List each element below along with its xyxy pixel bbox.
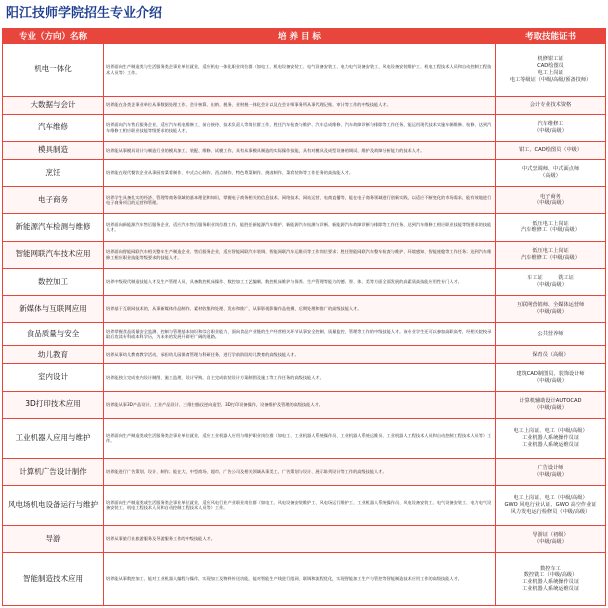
training-goal: 培养面向生产制造类与生活服务类企事业单位就业，适应机电一体化职业岗位群（如电工、机电设备安装工、电气设备安装工、电力电气设备安装工、风电设备安装维护工、机电工程技术人员和自动控制工程技术人员等）工作。	[104, 44, 496, 97]
major-name: 烹饪	[3, 159, 104, 186]
certificate-line: （中级/高级）	[534, 309, 567, 316]
major-name: 计算机广告设计制作	[3, 458, 104, 485]
certificate-line: （中级/高级）	[534, 539, 567, 546]
major-name: 智能制造技术应用	[3, 553, 104, 606]
table-row	[3, 458, 606, 485]
certificates-cell	[496, 486, 606, 526]
training-goal: 培养面向汽车售后服务企业，适应汽车机电维修工、前台接待、技术负责人等岗位群工作，胜任汽车检查与维护、汽车总成维修、汽车故障诊断与排除等工作任务，能运用现代技术实施车辆维修、检修、达到汽车维修工相应职业技能等级要求的技能人才。	[104, 114, 496, 141]
certificate-line: 数控铣工（中级/高级）	[523, 572, 578, 579]
table-header-row	[3, 29, 606, 44]
table-row	[3, 296, 606, 323]
major-name: 智能网联汽车技术应用	[3, 241, 104, 268]
certificate-line: 广告设计师	[537, 465, 564, 472]
certificate-line: 车工证 铣工证	[527, 275, 574, 282]
certificate-line: 工业机器人系统操作员证	[521, 579, 580, 586]
certificates-cell	[496, 159, 606, 186]
certificates-cell	[496, 323, 606, 346]
major-name: 风电场机电设备运行与维护	[3, 486, 104, 526]
certificate-line: 电工上岗证、电工（中级/高级）	[513, 495, 588, 502]
certificates-cell	[496, 96, 606, 114]
training-goal: 培养能在各类企事业单位从事数据处理工作、会计核算、出纳、税务、业财税一体化会计以及在会计师事务所从事代理记账、审计等工作的中级技能人才。	[104, 96, 496, 114]
major-name: 数控加工	[3, 268, 104, 295]
training-goal: 培养能在现代餐饮企业从事厨房菜肴制作、中式点心制作、西点制作、特色粤菜制作、烧卤制作、菜肴装饰等工作任务的高技能人才。	[104, 159, 496, 186]
certificate-line: 电子商务	[540, 193, 561, 200]
certificate-line: 风力发电运行检修员（中级/高级）	[510, 508, 591, 515]
certificates-cell	[496, 553, 606, 606]
certificate-line: 汽车维修工	[537, 121, 564, 127]
major-name: 工业机器人应用与维护	[3, 418, 104, 458]
certificate-line: 机修钳工证	[537, 56, 564, 63]
training-goal: 培养面向智能网联汽车相关整车生产制造企业、售后服务企业，适应智能网联汽车装调、智能网联汽车运维员等工作岗位要求；胜任智能网联汽车整车检查与维护、环境感知、智能座舱等工作任务；达到汽车维修工相应职业技能等级要求的技能人才。	[104, 241, 496, 268]
training-goal: 培养面向生产制造类或生活服务类企事业单位就业，适应风电行业产业职业岗位群（如电工、风电设备安装维护工、风电场运行维护工、工业机器人系统操作员、风电设备安装工、电气设备安装工、电力电气设备安装工、机电工程技术人员和自动控制工程技术人员等）工作。	[104, 486, 496, 526]
certificate-line: 电工上岗证	[537, 69, 564, 76]
page-title: 阳江技师学院招生专业介绍	[6, 6, 163, 21]
training-goal: 培养从事幼儿教育教学活动，承担幼儿园保育管理与科研任务，进行学前阶段幼儿教育的高级技能人才。	[104, 346, 496, 364]
major-name: 导游	[3, 525, 104, 552]
certificates-cell	[496, 141, 606, 159]
table-row	[3, 159, 606, 186]
training-goal: 培养面向生产制造类或生活服务类企事业单位就业，适应工业机器人应用与维护职业岗位群（如电工、工业机器人系统操作员、工业机器人系统运维员、工业机器人工程技术人员和自动控制工程技术人员等）工作。	[104, 418, 496, 458]
table-row	[3, 268, 606, 295]
major-name: 新能源汽车检测与维修	[3, 214, 104, 241]
certificate-line: GWO 风电行业认证、GWO 高空作业证	[504, 502, 597, 509]
major-name: 电子商务	[3, 187, 104, 214]
majors-table	[2, 28, 606, 606]
table-row	[3, 391, 606, 418]
training-goal: 培养能独立完成室内设计制图、施工监理、设计导购，自主完成软装设计方案制图及施工等工作任务的高级技能人才。	[104, 364, 496, 391]
certificate-line: CAD绘图员	[537, 63, 564, 70]
certificates-cell	[496, 418, 606, 458]
certificates-cell	[496, 241, 606, 268]
certificate-line: 汽车维修工（中级/高级）	[521, 254, 580, 261]
certificate-line: 钳工、CAD绘图员（中级）	[518, 147, 583, 154]
certificate-line: 会计专业技术资格	[529, 101, 572, 108]
certificate-line: 互联网营销师、全媒体运营师	[516, 302, 585, 309]
certificate-line: 保育员（高级）	[532, 351, 569, 358]
table-row	[3, 364, 606, 391]
table-row	[3, 486, 606, 526]
certificates-cell	[496, 364, 606, 391]
training-goal: 培养掌握食品质量安全监测、控制与管理基本知识和综合职业能力，面向食品产业链的生产经营相关环节从事安全控制、质量监控、管理等工作的中级技能人才。该专业学生还可以参加高职高考，经相关院校录取后攻读专科或本科学历，为未来的发展开辟更广阔的道路。	[104, 323, 496, 346]
major-name: 幼儿教育	[3, 346, 104, 364]
certificate-line: 电工上岗证、电工（中级/高级）	[513, 428, 588, 435]
major-name: 机电一体化	[3, 44, 104, 97]
training-goal: 培养从事旅行社旅游服务及导游服务工作的中级技能人才。	[104, 525, 496, 552]
table-row	[3, 525, 606, 552]
certificate-line: 工业机器人系统操作员证	[521, 434, 580, 441]
table-row	[3, 96, 606, 114]
certificate-line: 计算机辅助设计AUTOCAD	[519, 398, 582, 405]
table-row	[3, 241, 606, 268]
header-certs: 考取技能证书	[496, 29, 606, 44]
certificates-cell	[496, 44, 606, 97]
header-major: 专业（方向）名称	[3, 29, 104, 44]
certificates-cell	[496, 346, 606, 364]
certificate-line: 中式烹调师、中式面点师	[521, 166, 580, 173]
training-goal: 培养能从事模具设计与制造行业的模具加工、装配、维修、试模工作，具有从事模具制造的实际操作技能，具有对模具及成型设备的调试、维护及故障分析能力的技术人才。	[104, 141, 496, 159]
major-name: 模具制造	[3, 141, 104, 159]
certificates-cell	[496, 114, 606, 141]
table-row	[3, 553, 606, 606]
certificate-line: （中级/高级）	[534, 471, 567, 478]
certificates-cell	[496, 268, 606, 295]
table-row	[3, 214, 606, 241]
certificate-line: 汽车维修工（中级/高级）	[521, 227, 580, 234]
training-goal: 培养能进行广告策划、设计、制作；能在大、中型商场、超市，广告公司及相关领域从事美工、广告策划与设计、展示陈列设计等工作的高级技能人才。	[104, 458, 496, 485]
certificate-line: 建筑CAD制图员、装饰设计师	[516, 370, 585, 377]
training-goal: 培养中级现代制造技能人才及生产管理人员，具备数控机床操作、数控加工工艺编制，数控机床维护与保养、生产管理等能力的德、智、体、美等方面全面发展的高素质高技能应用性专门人才。	[104, 268, 496, 295]
certificate-line: （中级/高级）	[534, 127, 567, 134]
training-goal: 培养学生具备扎实的经济、管理等商务领域的基本理论和知识，掌握电子商务相关的信息技术、网络技术、网站运营、电商直播等，能在电子商务领域进行创新实践，以适应不断变化的市场需求，能有效地进行电子商务项目的运营和管理。	[104, 187, 496, 214]
major-name: 食品质量与安全	[3, 323, 104, 346]
certificate-line: （中级/高级）	[534, 377, 567, 384]
certificates-cell	[496, 458, 606, 485]
table-row	[3, 346, 606, 364]
certificates-cell	[496, 187, 606, 214]
table-row	[3, 323, 606, 346]
certificate-line: 工业机器人系统运维员证	[521, 585, 580, 592]
major-name: 汽车维修	[3, 114, 104, 141]
certificate-line: （中级/高级）	[534, 404, 567, 411]
certificate-line: （高级）	[540, 173, 561, 180]
certificate-line: （中级/高级）	[534, 281, 567, 288]
header-goal: 培 养 目 标	[104, 29, 496, 44]
table-body	[3, 44, 606, 606]
major-name: 大数据与会计	[3, 96, 104, 114]
certificates-cell	[496, 296, 606, 323]
major-name: 3D打印技术应用	[3, 391, 104, 418]
training-goal: 培养基于互联网技术的，从事新媒体作品制作、素材收集和处理、发布和推广，从事影视影像作品拍摄、后期处理和推广的高级技能人才。	[104, 296, 496, 323]
certificates-cell	[496, 391, 606, 418]
training-goal: 培养能从事数控加工、能对工业机器人编程与操作，实现加工及物料传送功能，能对智能生产线进行组网、联调和流程优化，实现智能加工生产与管控等智能制造技术应用工作的高级技能人才。	[104, 553, 496, 606]
training-goal: 培养面向新能源汽车售后服务企业，适应汽车售后服务职业岗位群工作，能胜任新能源汽车维护、新能源汽车检测与诊断、新能源汽车故障诊断与排除等工作任务，达到汽车维修工相应职业技能等级要求的技能人才。	[104, 214, 496, 241]
certificates-cell	[496, 525, 606, 552]
table-row	[3, 141, 606, 159]
certificate-line: 低压电工上岗证	[532, 220, 569, 227]
major-name: 新媒体与互联网应用	[3, 296, 104, 323]
certificate-line: （中级/高级）	[534, 200, 567, 207]
major-name: 室内设计	[3, 364, 104, 391]
certificates-cell	[496, 214, 606, 241]
certificate-line: 工业机器人系统运维员证	[521, 441, 580, 448]
certificate-line: 导游证（初级）	[532, 532, 569, 539]
certificate-line: 公共营养师	[537, 330, 564, 337]
training-goal: 培养能从事3D产品设计、工业产品设计、三维扫描仪逆向造型、3D打印设备操作，设备维护及管理的高级技能人才。	[104, 391, 496, 418]
table-row	[3, 114, 606, 141]
certificate-line: 低压电工上岗证	[532, 247, 569, 254]
table-row	[3, 418, 606, 458]
certificate-line: 电工等级证（中级/高级/预备技师）	[509, 76, 592, 83]
table-row	[3, 44, 606, 97]
table-row	[3, 187, 606, 214]
certificate-line: 数控车工	[540, 565, 561, 572]
